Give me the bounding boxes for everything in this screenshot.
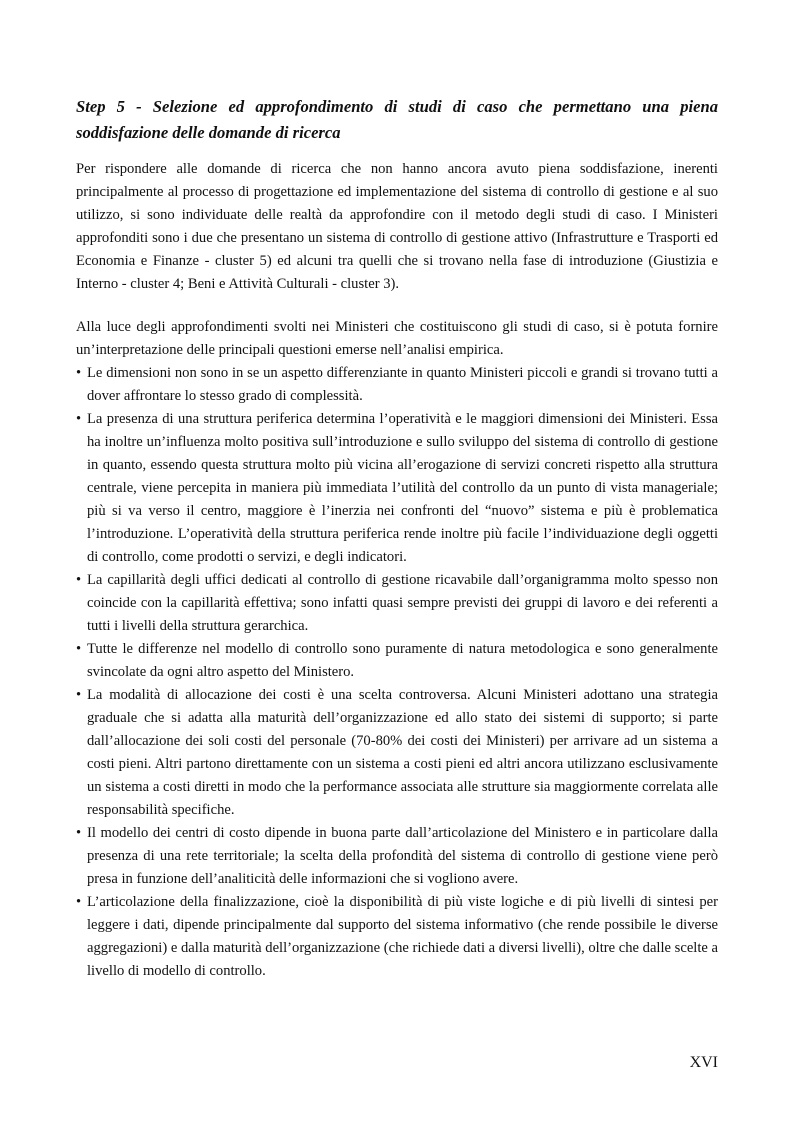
bullet-icon: •: [76, 825, 82, 841]
list-item: [76, 891, 718, 983]
section-heading: Step 5 - Selezione ed approfondimento di studi di caso che permettano una piena soddisfazione delle domande di ricerca: [76, 97, 718, 142]
list-item: [76, 408, 718, 569]
list-item: [76, 822, 718, 891]
bullet-icon: •: [76, 641, 82, 657]
findings-list: [76, 362, 718, 983]
list-item-text: Le dimensioni non sono in se un aspetto differenziante in quanto Ministeri piccoli e grandi si trovano tutti a dover affrontare lo stesso grado di complessità.: [87, 365, 718, 404]
list-item-text: La presenza di una struttura periferica determina l’operatività e le maggiori dimensioni dei Ministeri. Essa ha inoltre un’influenza molto positiva sull’introduzione e sullo sviluppo del sistema di controllo di gestione in quanto, essendo questa struttura molto più vicina all’erogazione di servizi concreti rispetto alla struttura centrale, viene percepita in maniera più immediata l’utilità del controllo da un punto di vista manageriale; più si va verso il centro, maggiore è l’inerzia nei confronti del “nuovo” sistema e più è problematica l’introduzione. L’operatività della struttura periferica rende inoltre più facile l’individuazione degli oggetti di controllo, come prodotti o servizi, e degli indicatori.: [87, 411, 718, 565]
list-item-text: L’articolazione della finalizzazione, cioè la disponibilità di più viste logiche e di più livelli di sintesi per leggere i dati, dipende principalmente dal supporto del sistema informativo (che rende possibile le diverse aggregazioni) e dalla maturità dell’organizzazione (che richiede dati a diversi livelli), oltre che dalle scelte a livello di modello di controllo.: [87, 894, 719, 979]
list-item-text: Il modello dei centri di costo dipende in buona parte dall’articolazione del Ministero e in particolare dalla presenza di una rete territoriale; la scelta della profondità del sistema di controllo di gestione viene però presa in funzione dell’analiticità delle informazioni che si vogliono avere.: [87, 825, 718, 887]
document-page: [76, 94, 718, 983]
intro-paragraph: Per rispondere alle domande di ricerca che non hanno ancora avuto piena soddisfazione, inerenti principalmente al processo di progettazione ed implementazione del sistema di controllo di gestione e al suo utilizzo, si sono individuate delle realtà da approfondire con il metodo degli studi di caso. I Ministeri approfonditi sono i due che presentano un sistema di controllo di gestione attivo (Infrastrutture e Trasporti ed Economia e Finanze - cluster 5) ed alcuni tra quelli che si trovano nella fase di introduzione (Giustizia e Interno - cluster 4; Beni e Attività Culturali - cluster 3).: [76, 161, 718, 292]
bullet-icon: •: [76, 894, 82, 910]
list-item: [76, 684, 718, 822]
bullet-icon: •: [76, 365, 82, 381]
page-number: XVI: [689, 1054, 718, 1071]
list-item: [76, 362, 718, 408]
bullet-icon: •: [76, 687, 82, 703]
bullet-icon: •: [76, 411, 82, 427]
list-item: [76, 569, 718, 638]
list-item-text: La modalità di allocazione dei costi è una scelta controversa. Alcuni Ministeri adottano una strategia graduale che si adatta alla maturità dell’organizzazione ed allo stato dei sistemi di supporto; si parte dall’allocazione dei soli costi del personale (70-80% dei costi dei Ministeri) per arrivare ad un sistema a costi pieni. Altri partono direttamente con un sistema a costi pieni ed altri ancora utilizzano esclusivamente un sistema a costi diretti in modo che la performance associata alle strutture sia maggiormente correlata alle responsabilità specifiche.: [87, 687, 718, 818]
bullet-icon: •: [76, 572, 82, 588]
findings-intro-paragraph: Alla luce degli approfondimenti svolti nei Ministeri che costituiscono gli studi di caso, si è potuta fornire un’interpretazione delle principali questioni emerse nell’analisi empirica.: [76, 319, 718, 358]
list-item-text: La capillarità degli uffici dedicati al controllo di gestione ricavabile dall’organigramma molto spesso non coincide con la capillarità effettiva; sono infatti quasi sempre previsti dei gruppi di lavoro e dei referenti a tutti i livelli della struttura gerarchica.: [87, 572, 718, 634]
list-item: [76, 638, 718, 684]
list-item-text: Tutte le differenze nel modello di controllo sono puramente di natura metodologica e sono generalmente svincolate da ogni altro aspetto del Ministero.: [87, 641, 718, 680]
